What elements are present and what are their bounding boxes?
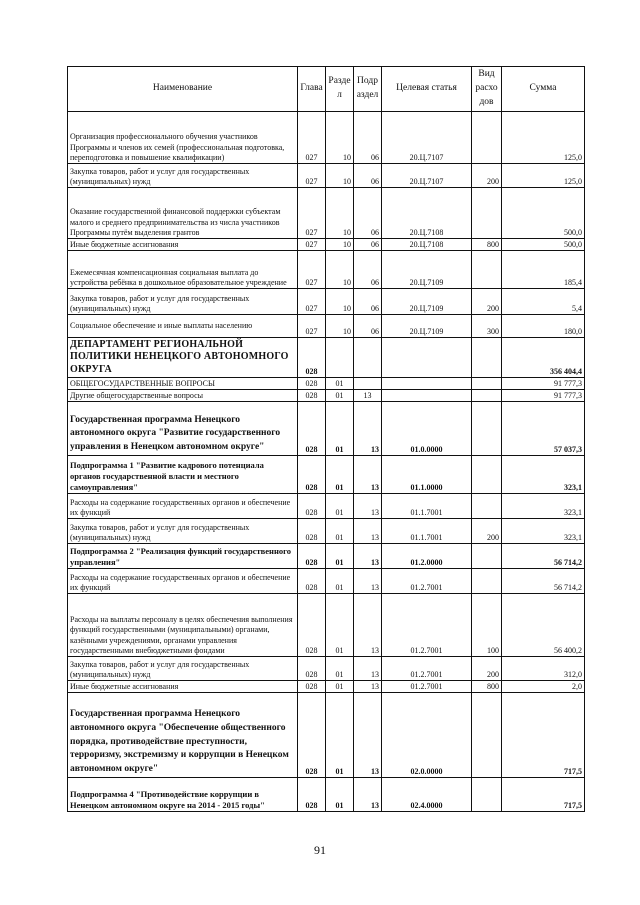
row-expense-type: 200: [472, 164, 502, 188]
row-chapter: 028: [298, 778, 326, 812]
row-chapter: 028: [298, 338, 326, 378]
row-amount: 312,0: [502, 657, 585, 681]
row-amount: 185,4: [502, 251, 585, 289]
table-row: [68, 778, 585, 812]
row-subsection: 06: [354, 251, 382, 289]
row-name: Расходы на содержание государственных органов и обеспечение их функций: [68, 569, 298, 594]
row-subsection: 13: [354, 402, 382, 456]
row-chapter: 028: [298, 657, 326, 681]
table-header-row: [68, 67, 585, 112]
row-name: Закупка товаров, работ и услуг для государственных (муниципальных) нужд: [68, 657, 298, 681]
row-name: ДЕПАРТАМЕНТ РЕГИОНАЛЬНОЙ ПОЛИТИКИ НЕНЕЦКОГО АВТОНОМНОГО ОКРУГА: [68, 338, 298, 378]
row-chapter: 028: [298, 390, 326, 402]
row-name: Закупка товаров, работ и услуг для государственных (муниципальных) нужд: [68, 164, 298, 188]
row-section: 01: [326, 569, 354, 594]
row-subsection: 13: [354, 569, 382, 594]
row-expense-type: [472, 112, 502, 164]
header-section: Разде л: [326, 67, 354, 112]
row-subsection: [354, 378, 382, 390]
row-section: 10: [326, 239, 354, 251]
row-chapter: 028: [298, 519, 326, 544]
table-row: [68, 456, 585, 494]
row-chapter: 027: [298, 164, 326, 188]
table-row: [68, 188, 585, 239]
row-target: 01.0.0000: [382, 402, 472, 456]
row-target: 01.2.7001: [382, 657, 472, 681]
row-name: Закупка товаров, работ и услуг для государственных (муниципальных) нужд: [68, 289, 298, 315]
row-section: 10: [326, 164, 354, 188]
row-chapter: 028: [298, 681, 326, 693]
header-chapter: Глава: [298, 67, 326, 112]
row-expense-type: 200: [472, 289, 502, 315]
row-expense-type: [472, 402, 502, 456]
row-chapter: 028: [298, 569, 326, 594]
row-amount: 56 714,2: [502, 544, 585, 569]
row-name: Иные бюджетные ассигнования: [68, 681, 298, 693]
header-expense-type: Вид расхо дов: [472, 67, 502, 112]
row-subsection: 06: [354, 289, 382, 315]
row-amount: 717,5: [502, 778, 585, 812]
row-chapter: 027: [298, 315, 326, 338]
row-section: 01: [326, 657, 354, 681]
row-section: 10: [326, 251, 354, 289]
row-target: 01.2.7001: [382, 594, 472, 657]
row-section: 01: [326, 390, 354, 402]
row-name: Расходы на выплаты персоналу в целях обеспечения выполнения функций государственными (муниципальными) органами, казёнными учреждениями, органами управления государственными внебюджетными фондами: [68, 594, 298, 657]
table-row: [68, 693, 585, 778]
row-expense-type: [472, 378, 502, 390]
row-section: [326, 338, 354, 378]
row-amount: 125,0: [502, 164, 585, 188]
page-number: 91: [314, 843, 326, 857]
row-section: 10: [326, 188, 354, 239]
row-amount: 125,0: [502, 112, 585, 164]
table-row: [68, 657, 585, 681]
row-expense-type: [472, 390, 502, 402]
table-row: [68, 378, 585, 390]
row-name: Организация профессионального обучения участников Программы и членов их семей (профессиональная подготовка, переподготовка и повышение квалификации): [68, 112, 298, 164]
row-chapter: 027: [298, 239, 326, 251]
table-row: [68, 164, 585, 188]
row-amount: 56 714,2: [502, 569, 585, 594]
row-chapter: 028: [298, 402, 326, 456]
row-amount: 356 404,4: [502, 338, 585, 378]
row-amount: 500,0: [502, 188, 585, 239]
row-chapter: 027: [298, 112, 326, 164]
row-amount: 717,5: [502, 693, 585, 778]
table-row: [68, 681, 585, 693]
row-expense-type: [472, 494, 502, 519]
table-row: [68, 544, 585, 569]
row-expense-type: [472, 778, 502, 812]
row-amount: 180,0: [502, 315, 585, 338]
row-subsection: 06: [354, 315, 382, 338]
row-name: Государственная программа Ненецкого автономного округа "Развитие государственного управления в Ненецком автономном округе": [68, 402, 298, 456]
header-target: Целевая статья: [382, 67, 472, 112]
row-subsection: 13: [354, 544, 382, 569]
header-name: Наименование: [68, 67, 298, 112]
row-subsection: 06: [354, 164, 382, 188]
row-expense-type: [472, 456, 502, 494]
row-subsection: 13: [354, 594, 382, 657]
row-target: 20.Ц.7108: [382, 239, 472, 251]
row-subsection: 06: [354, 239, 382, 251]
row-section: 10: [326, 112, 354, 164]
row-subsection: 13: [354, 456, 382, 494]
row-chapter: 028: [298, 494, 326, 519]
row-amount: 5,4: [502, 289, 585, 315]
row-target: 20.Ц.7109: [382, 251, 472, 289]
row-section: 01: [326, 378, 354, 390]
row-target: 01.1.7001: [382, 519, 472, 544]
row-target: 02.4.0000: [382, 778, 472, 812]
table-row: [68, 289, 585, 315]
header-subsection: Подр аздел: [354, 67, 382, 112]
row-subsection: 13: [354, 390, 382, 402]
row-name: Подпрограмма 4 "Противодействие коррупции в Ненецком автономном округе на 2014 - 2015 годы": [68, 778, 298, 812]
row-name: Подпрограмма 1 "Развитие кадрового потенциала органов государственной власти и местного самоуправления": [68, 456, 298, 494]
table-row: [68, 315, 585, 338]
row-target: 01.2.0000: [382, 544, 472, 569]
row-target: 01.1.7001: [382, 494, 472, 519]
row-expense-type: [472, 544, 502, 569]
row-subsection: [354, 338, 382, 378]
row-name: Подпрограмма 2 "Реализация функций государственного управления": [68, 544, 298, 569]
row-section: 01: [326, 594, 354, 657]
table-row: [68, 251, 585, 289]
table-row: [68, 402, 585, 456]
row-expense-type: [472, 569, 502, 594]
row-name: ОБЩЕГОСУДАРСТВЕННЫЕ ВОПРОСЫ: [68, 378, 298, 390]
row-subsection: 13: [354, 519, 382, 544]
row-section: 01: [326, 693, 354, 778]
row-section: 01: [326, 681, 354, 693]
row-expense-type: 200: [472, 657, 502, 681]
header-amount: Сумма: [502, 67, 585, 112]
row-target: 01.1.0000: [382, 456, 472, 494]
row-amount: 500,0: [502, 239, 585, 251]
row-subsection: 13: [354, 778, 382, 812]
row-name: Социальное обеспечение и иные выплаты населению: [68, 315, 298, 338]
row-amount: 57 037,3: [502, 402, 585, 456]
table-row: [68, 338, 585, 378]
row-name: Государственная программа Ненецкого автономного округа "Обеспечение общественного порядка, противодействие преступности, терроризму, экстремизму и коррупции в Ненецком автономном округе": [68, 693, 298, 778]
row-chapter: 028: [298, 693, 326, 778]
row-section: 01: [326, 778, 354, 812]
row-subsection: 13: [354, 693, 382, 778]
row-expense-type: [472, 693, 502, 778]
row-name: Иные бюджетные ассигнования: [68, 239, 298, 251]
budget-table: [67, 66, 585, 812]
row-expense-type: [472, 188, 502, 239]
row-expense-type: 800: [472, 681, 502, 693]
table-row: [68, 519, 585, 544]
row-target: 20.Ц.7109: [382, 315, 472, 338]
row-target: 01.2.7001: [382, 569, 472, 594]
row-chapter: 027: [298, 188, 326, 239]
row-target: 20.Ц.7109: [382, 289, 472, 315]
row-amount: 323,1: [502, 456, 585, 494]
row-chapter: 028: [298, 456, 326, 494]
row-subsection: 13: [354, 657, 382, 681]
row-expense-type: [472, 338, 502, 378]
table-row: [68, 390, 585, 402]
row-target: 20.Ц.7107: [382, 112, 472, 164]
row-chapter: 028: [298, 544, 326, 569]
row-section: 01: [326, 494, 354, 519]
row-target: [382, 378, 472, 390]
row-subsection: 06: [354, 112, 382, 164]
row-target: 02.0.0000: [382, 693, 472, 778]
table-row: [68, 594, 585, 657]
row-amount: 2,0: [502, 681, 585, 693]
table-row: [68, 239, 585, 251]
row-section: 01: [326, 402, 354, 456]
row-target: [382, 338, 472, 378]
row-name: Оказание государственной финансовой поддержки субъектам малого и среднего предпринимательства из числа участников Программы путём выделения грантов: [68, 188, 298, 239]
row-name: Закупка товаров, работ и услуг для государственных (муниципальных) нужд: [68, 519, 298, 544]
row-target: 20.Ц.7107: [382, 164, 472, 188]
row-name: Ежемесячная компенсационная социальная выплата до устройства ребёнка в дошкольное образовательное учреждение: [68, 251, 298, 289]
row-amount: 56 400,2: [502, 594, 585, 657]
row-expense-type: 300: [472, 315, 502, 338]
row-target: [382, 390, 472, 402]
row-section: 10: [326, 315, 354, 338]
table-row: [68, 112, 585, 164]
row-chapter: 028: [298, 378, 326, 390]
row-subsection: 13: [354, 494, 382, 519]
row-amount: 323,1: [502, 494, 585, 519]
table-row: [68, 569, 585, 594]
row-target: 20.Ц.7108: [382, 188, 472, 239]
row-name: Расходы на содержание государственных органов и обеспечение их функций: [68, 494, 298, 519]
row-target: 01.2.7001: [382, 681, 472, 693]
row-section: 01: [326, 456, 354, 494]
row-section: 01: [326, 544, 354, 569]
row-subsection: 13: [354, 681, 382, 693]
row-name: Другие общегосударственные вопросы: [68, 390, 298, 402]
row-amount: 323,1: [502, 519, 585, 544]
row-amount: 91 777,3: [502, 378, 585, 390]
row-expense-type: 800: [472, 239, 502, 251]
row-chapter: 028: [298, 594, 326, 657]
row-expense-type: [472, 251, 502, 289]
row-chapter: 027: [298, 251, 326, 289]
table-row: [68, 494, 585, 519]
row-section: 10: [326, 289, 354, 315]
row-amount: 91 777,3: [502, 390, 585, 402]
row-expense-type: 100: [472, 594, 502, 657]
row-chapter: 027: [298, 289, 326, 315]
row-expense-type: 200: [472, 519, 502, 544]
row-subsection: 06: [354, 188, 382, 239]
row-section: 01: [326, 519, 354, 544]
